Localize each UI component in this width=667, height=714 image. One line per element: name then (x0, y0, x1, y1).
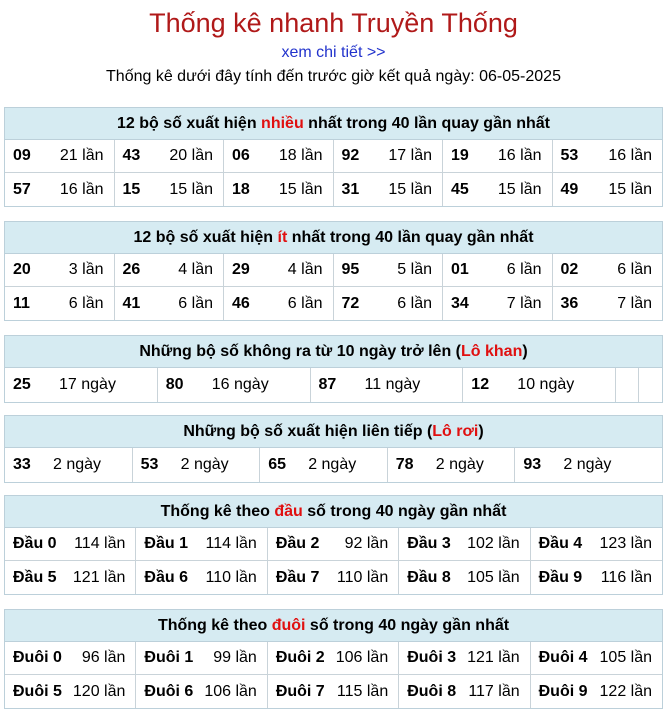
lo-khan-section (4, 335, 663, 403)
cell-key: 34 (451, 294, 469, 312)
cell-key: 33 (13, 456, 31, 473)
cell-key: 72 (341, 294, 360, 312)
cell-key: 12 (471, 376, 490, 393)
cell-key: Đầu 1 (144, 535, 188, 552)
cell-count: 121 lần (467, 649, 520, 666)
stat-cell (268, 642, 399, 674)
cell-count: 105 lần (467, 568, 520, 586)
stat-cell (158, 368, 311, 402)
cell-count: 16 lần (59, 180, 104, 198)
cell-key: 01 (451, 261, 469, 278)
stat-cell (136, 561, 267, 594)
cell-key: 45 (451, 180, 469, 198)
cell-count: 21 lần (59, 147, 104, 164)
cell-key: 46 (232, 294, 250, 312)
cell-count: 17 lần (388, 147, 432, 164)
stat-cell (5, 173, 115, 206)
stat-cell (268, 675, 399, 708)
cell-count: 110 lần (205, 568, 257, 586)
dau-section (4, 495, 663, 595)
table-row (5, 675, 662, 708)
cell-count: 92 lần (344, 535, 389, 552)
duoi-section (4, 609, 663, 709)
cell-key: 80 (165, 376, 184, 393)
cell-key: 06 (232, 147, 250, 164)
cell-count: 117 lần (468, 682, 520, 700)
cell-key: 02 (560, 261, 579, 278)
cell-key: Đuôi 2 (275, 649, 325, 666)
page-header (0, 0, 667, 86)
cell-count: 7 lần (506, 294, 542, 312)
cell-key: 26 (122, 261, 141, 278)
stat-cell (5, 368, 158, 402)
cell-count: 6 lần (397, 294, 432, 312)
stat-cell (5, 561, 136, 594)
cell-count: 5 lần (397, 261, 432, 278)
stat-cell (443, 287, 553, 320)
cell-count: 2 ngày (563, 456, 612, 473)
cell-count: 114 lần (205, 535, 257, 552)
cell-key: 87 (318, 376, 337, 393)
stat-cell (515, 448, 643, 482)
table-row (5, 254, 662, 287)
table-row (5, 528, 662, 561)
cell-key: 53 (140, 456, 159, 473)
stat-cell (115, 173, 225, 206)
cell-count: 99 lần (213, 649, 257, 666)
lo-roi-grid (5, 448, 662, 482)
detail-link[interactable]: xem chi tiết >> (281, 44, 386, 61)
cell-key: 43 (122, 147, 141, 164)
cell-count: 15 lần (608, 180, 652, 198)
stat-cell (224, 173, 334, 206)
stat-cell (443, 140, 553, 172)
most-frequent-grid (5, 140, 662, 206)
cell-count: 121 lần (72, 568, 126, 586)
cell-count: 6 lần (617, 261, 652, 278)
stat-cell (553, 254, 663, 286)
empty-cell (639, 368, 662, 402)
cell-count: 10 ngày (517, 376, 575, 393)
cell-count: 15 lần (388, 180, 432, 198)
cell-key: Đầu 6 (144, 568, 188, 586)
cell-key: Đuôi 9 (538, 682, 588, 700)
stat-cell (136, 528, 267, 560)
table-row (5, 642, 662, 675)
cell-count: 2 ngày (53, 456, 102, 473)
cell-key: Đuôi 1 (144, 649, 194, 666)
cell-count: 20 lần (169, 147, 213, 164)
cell-count: 16 lần (497, 147, 542, 164)
cell-count: 102 lần (467, 535, 520, 552)
cell-key: 18 (232, 180, 250, 198)
cell-count: 6 lần (178, 294, 213, 312)
page-title: Thống kê nhanh Truyền Thống (149, 8, 518, 38)
cell-key: 53 (560, 147, 579, 164)
stat-cell (334, 140, 444, 172)
cell-count: 17 ngày (59, 376, 116, 393)
cell-count: 120 lần (72, 682, 126, 700)
dau-grid (5, 528, 662, 594)
stat-cell (224, 287, 334, 320)
table-row (5, 561, 662, 594)
cell-key: 49 (560, 180, 579, 198)
stat-cell (531, 561, 662, 594)
cell-count: 16 lần (608, 147, 652, 164)
stat-cell (136, 642, 267, 674)
stat-cell (553, 173, 663, 206)
cell-key: Đầu 2 (275, 535, 320, 552)
stat-cell (399, 642, 530, 674)
cell-count: 96 lần (81, 649, 126, 666)
stat-cell (268, 528, 399, 560)
cell-key: 95 (341, 261, 360, 278)
cell-count: 110 lần (336, 568, 389, 586)
stat-cell (136, 675, 267, 708)
cell-key: 78 (395, 456, 414, 473)
empty-cell (616, 368, 639, 402)
cell-count: 122 lần (599, 682, 653, 700)
stat-cell (260, 448, 388, 482)
stat-cell (443, 173, 553, 206)
cell-count: 6 lần (287, 294, 323, 312)
cell-key: 25 (13, 376, 31, 393)
stat-cell (311, 368, 464, 402)
cell-key: Đuôi 7 (275, 682, 325, 700)
stat-cell (334, 173, 444, 206)
cell-count: 116 lần (600, 568, 653, 586)
stat-cell (224, 140, 334, 172)
stat-cell (5, 140, 115, 172)
cell-key: Đuôi 3 (407, 649, 457, 666)
table-row (5, 173, 662, 206)
cell-key: 29 (232, 261, 250, 278)
cell-count: 15 lần (497, 180, 542, 198)
stat-cell (5, 642, 136, 674)
section-heading: Những bộ số không ra từ 10 ngày trở lên (Lô khan) (5, 336, 662, 368)
cell-count: 6 lần (506, 261, 542, 278)
stat-cell (531, 528, 662, 560)
cell-key: Đuôi 8 (407, 682, 457, 700)
stat-cell (443, 254, 553, 286)
cell-key: Đầu 4 (538, 535, 583, 552)
cell-count: 18 lần (278, 147, 323, 164)
cell-count: 11 ngày (364, 376, 421, 393)
cell-count: 114 lần (74, 535, 126, 552)
section-heading: 12 bộ số xuất hiện nhiều nhất trong 40 lần quay gần nhất (5, 108, 662, 140)
cell-key: Đuôi 4 (538, 649, 588, 666)
cell-count: 2 ngày (308, 456, 357, 473)
cell-count: 106 lần (204, 682, 257, 700)
lo-roi-section (4, 415, 663, 483)
cell-key: 41 (122, 294, 141, 312)
cell-count: 15 lần (169, 180, 213, 198)
cell-key: 65 (268, 456, 286, 473)
cell-count: 7 lần (617, 294, 652, 312)
cell-count: 3 lần (68, 261, 104, 278)
cell-count: 106 lần (335, 649, 389, 666)
stat-cell (388, 448, 516, 482)
least-frequent-grid (5, 254, 662, 320)
cell-key: Đuôi 0 (13, 649, 62, 666)
cell-key: 92 (341, 147, 360, 164)
cell-key: Đầu 7 (275, 568, 320, 586)
cell-key: 57 (13, 180, 31, 198)
table-row (5, 368, 662, 402)
section-heading: Thống kê theo đuôi số trong 40 ngày gần nhất (5, 610, 662, 642)
stat-cell (5, 254, 115, 286)
stat-cell (553, 287, 663, 320)
section-heading: Những bộ số xuất hiện liên tiếp (Lô rơi) (5, 416, 662, 448)
stat-cell (399, 561, 530, 594)
cell-key: Đầu 3 (407, 535, 451, 552)
cell-key: Đầu 8 (407, 568, 451, 586)
cell-count: 6 lần (68, 294, 104, 312)
stat-cell (133, 448, 261, 482)
cell-key: 11 (13, 294, 30, 312)
cell-count: 115 lần (336, 682, 389, 700)
cell-count: 2 ngày (435, 456, 484, 473)
duoi-grid (5, 642, 662, 708)
stat-cell (5, 675, 136, 708)
section-heading: 12 bộ số xuất hiện ít nhất trong 40 lần quay gần nhất (5, 222, 662, 254)
stat-cell (5, 448, 133, 482)
stat-cell (115, 287, 225, 320)
cell-count: 2 ngày (180, 456, 229, 473)
cell-key: 19 (451, 147, 469, 164)
cell-key: 31 (341, 180, 360, 198)
cell-count: 4 lần (178, 261, 213, 278)
page-subtitle: Thống kê dưới đây tính đến trước giờ kết quả ngày: 06-05-2025 (106, 68, 561, 85)
table-row (5, 448, 662, 482)
cell-count: 105 lần (599, 649, 653, 666)
section-heading: Thống kê theo đầu số trong 40 ngày gần nhất (5, 496, 662, 528)
cell-count: 15 lần (278, 180, 323, 198)
cell-key: Đuôi 6 (144, 682, 194, 700)
lo-khan-grid (5, 368, 662, 402)
cell-key: Đầu 5 (13, 568, 57, 586)
stat-cell (531, 642, 662, 674)
cell-key: 20 (13, 261, 31, 278)
stat-cell (224, 254, 334, 286)
stat-cell (5, 528, 136, 560)
stat-cell (399, 675, 530, 708)
cell-key: Đầu 9 (538, 568, 583, 586)
stat-cell (334, 287, 444, 320)
least-frequent-section (4, 221, 663, 321)
stat-cell (115, 140, 225, 172)
stat-cell (463, 368, 616, 402)
stat-cell (5, 287, 115, 320)
stat-cell (115, 254, 225, 286)
cell-key: Đuôi 5 (13, 682, 62, 700)
cell-key: 15 (122, 180, 141, 198)
cell-key: Đầu 0 (13, 535, 57, 552)
cell-count: 16 ngày (211, 376, 269, 393)
table-row (5, 287, 662, 320)
cell-key: 36 (560, 294, 579, 312)
stat-cell (399, 528, 530, 560)
most-frequent-section (4, 107, 663, 207)
cell-count: 123 lần (599, 535, 653, 552)
stat-cell (553, 140, 663, 172)
stat-cell (531, 675, 662, 708)
cell-key: 93 (523, 456, 542, 473)
stat-cell (268, 561, 399, 594)
cell-count: 4 lần (287, 261, 323, 278)
table-row (5, 140, 662, 173)
stat-cell (334, 254, 444, 286)
cell-key: 09 (13, 147, 31, 164)
